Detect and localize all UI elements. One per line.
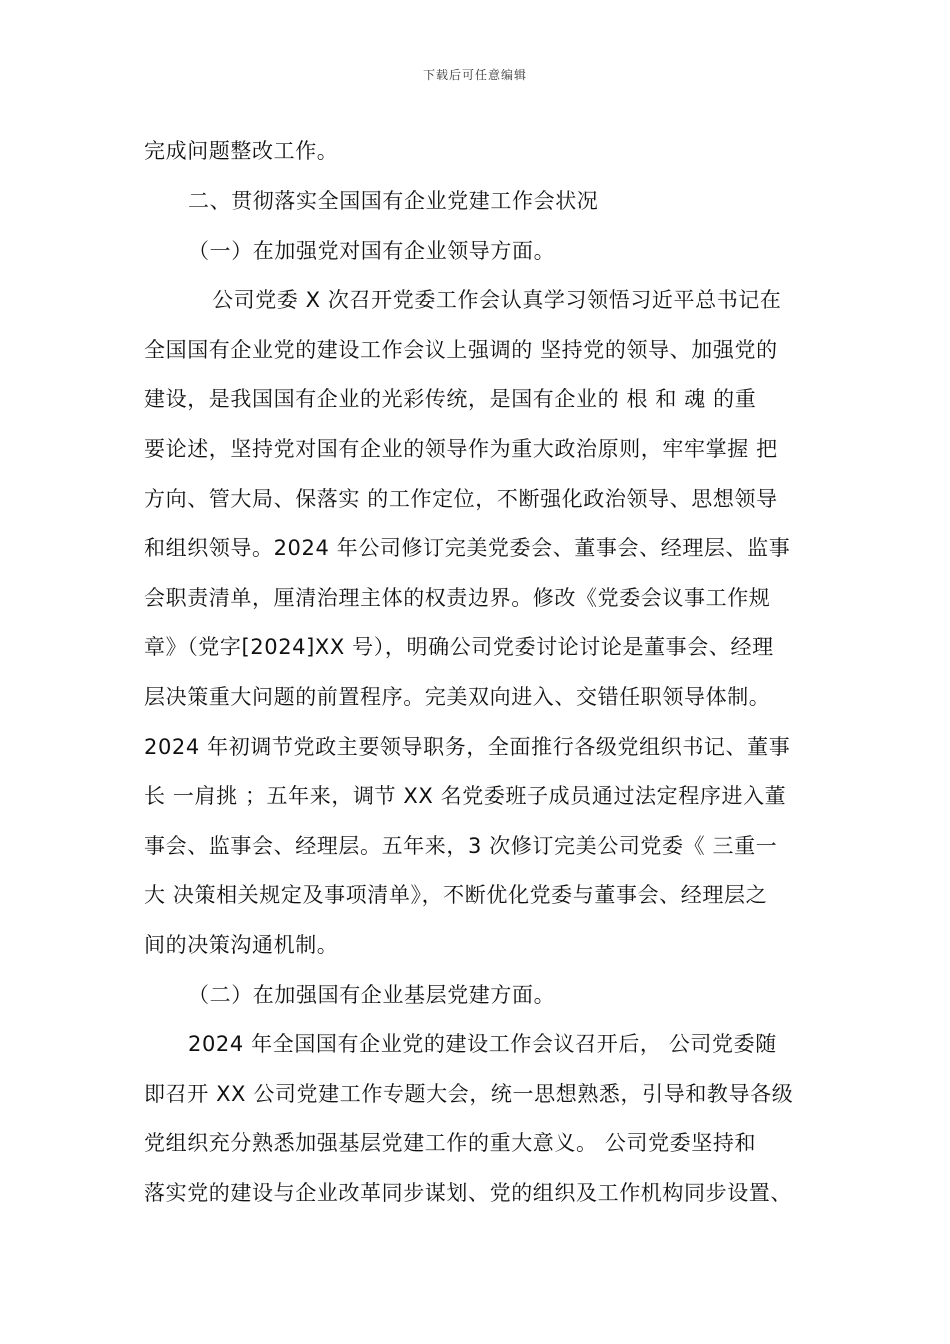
body-text-line: 落实党的建设与企业改革同步谋划、党的组织及工作机构同步设置、 <box>144 1181 792 1205</box>
body-text-line: 间的决策沟通机制。 <box>144 933 339 957</box>
body-text-line: 建设，是我国国有企业的光彩传统，是国有企业的 根 和 魂 的重 <box>144 387 757 411</box>
body-text-line: 全国国有企业党的建设工作会议上强调的 坚持党的领导、加强党的 <box>144 338 778 362</box>
subsection-heading: （二）在加强国有企业基层党建方面。 <box>188 983 556 1007</box>
body-text-line: 会职责清单，厘清治理主体的权责边界。修改《党委会议事工作规 <box>144 586 771 610</box>
body-text-line: 公司党委 X 次召开党委工作会认真学习领悟习近平总书记在 <box>212 288 782 312</box>
section-heading: 二、贯彻落实全国国有企业党建工作会状况 <box>188 189 599 213</box>
body-text-line: 即召开 XX 公司党建工作专题大会，统一思想熟悉，引导和教导各级 <box>144 1082 794 1106</box>
subsection-heading: （一）在加强党对国有企业领导方面。 <box>188 239 556 263</box>
body-text-line: 长 一肩挑 ；五年来，调节 XX 名党委班子成员通过法定程序进入董 <box>144 784 787 808</box>
body-text-line: 党组织充分熟悉加强基层党建工作的重大意义。 公司党委坚持和 <box>144 1131 757 1155</box>
body-text-line: 要论述，坚持党对国有企业的领导作为重大政治原则，牢牢掌握 把 <box>144 437 778 461</box>
body-text-line: 事会、监事会、经理层。五年来，3 次修订完美公司党委《 三重一 <box>144 834 778 858</box>
body-text-line: 2024 年全国国有企业党的建设工作会议召开后， 公司党委随 <box>188 1032 777 1056</box>
page-header-note: 下载后可任意编辑 <box>422 68 527 82</box>
body-text-line: 大 决策相关规定及事项清单》，不断优化党委与董事会、经理层之 <box>144 883 768 907</box>
body-text-line: 和组织领导。2024 年公司修订完美党委会、董事会、经理层、监事 <box>144 536 791 560</box>
body-text-line: 章》（党字[2024]XX 号），明确公司党委讨论讨论是董事会、经理 <box>144 635 774 659</box>
body-text-line: 层决策重大问题的前置程序。完美双向进入、交错任职领导体制。 <box>144 685 771 709</box>
body-text-line: 完成问题整改工作。 <box>144 139 339 163</box>
body-text-line: 2024 年初调节党政主要领导职务，全面推行各级党组织书记、董事 <box>144 735 791 759</box>
body-text-line: 方向、管大局、保落实 的工作定位，不断强化政治领导、思想领导 <box>144 487 778 511</box>
